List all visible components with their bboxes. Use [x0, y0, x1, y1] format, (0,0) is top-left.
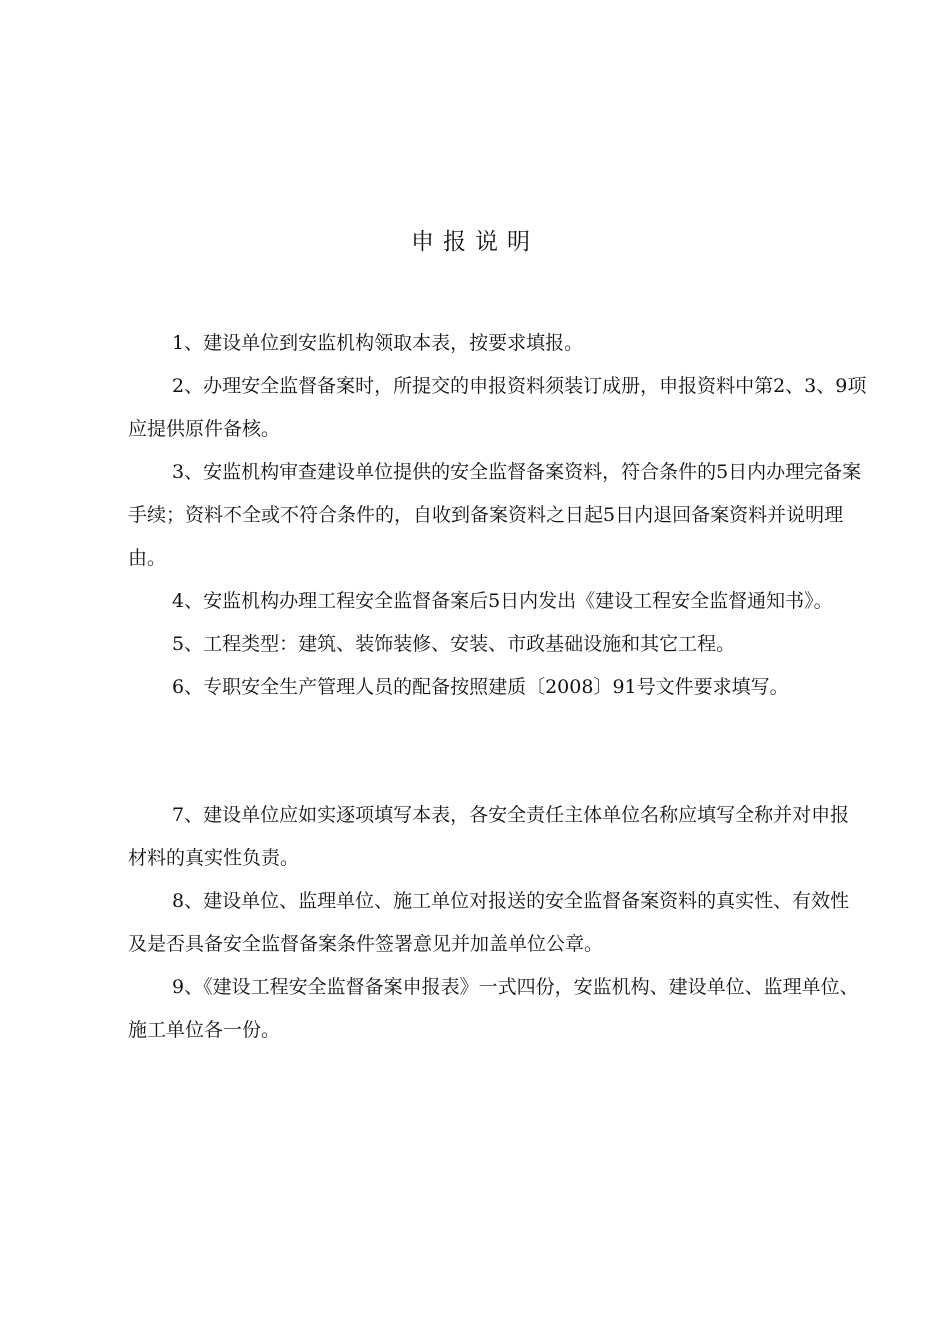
- instruction-item-8: 8、建设单位、监理单位、施工单位对报送的安全监督备案资料的真实性、有效性及是否具备安全监督备案条件签署意见并加盖单位公章。: [128, 890, 850, 955]
- instruction-item-4: 4、安监机构办理工程安全监督备案后5日内发出《建设工程安全监督通知书》。: [172, 590, 833, 612]
- instruction-item-5: 5、工程类型：建筑、装饰装修、安装、市政基础设施和其它工程。: [172, 633, 736, 655]
- instruction-item-3: 3、安监机构审查建设单位提供的安全监督备案资料，符合条件的5日内办理完备案手续；资料不全或不符合条件的，自收到备案资料之日起5日内退回备案资料并说明理由。: [128, 461, 862, 569]
- instructions-list-part-1: [128, 322, 868, 709]
- instruction-item-6: 6、专职安全生产管理人员的配备按照建质〔2008〕91号文件要求填写。: [172, 676, 789, 698]
- page-title: 申报说明: [411, 229, 539, 255]
- instruction-item-7: 7、建设单位应如实逐项填写本表，各安全责任主体单位名称应填写全称并对申报材料的真实性负责。: [128, 804, 850, 869]
- instructions-list-part-2: [128, 794, 868, 1052]
- instruction-item-1: 1、建设单位到安监机构领取本表，按要求填报。: [172, 332, 584, 354]
- instruction-item-9: 9、《建设工程安全监督备案申报表》一式四份，安监机构、建设单位、监理单位、施工单位各一份。: [128, 976, 859, 1041]
- instruction-item-2: 2、办理安全监督备案时，所提交的申报资料须装订成册，申报资料中第2、3、9项应提供原件备核。: [128, 375, 867, 440]
